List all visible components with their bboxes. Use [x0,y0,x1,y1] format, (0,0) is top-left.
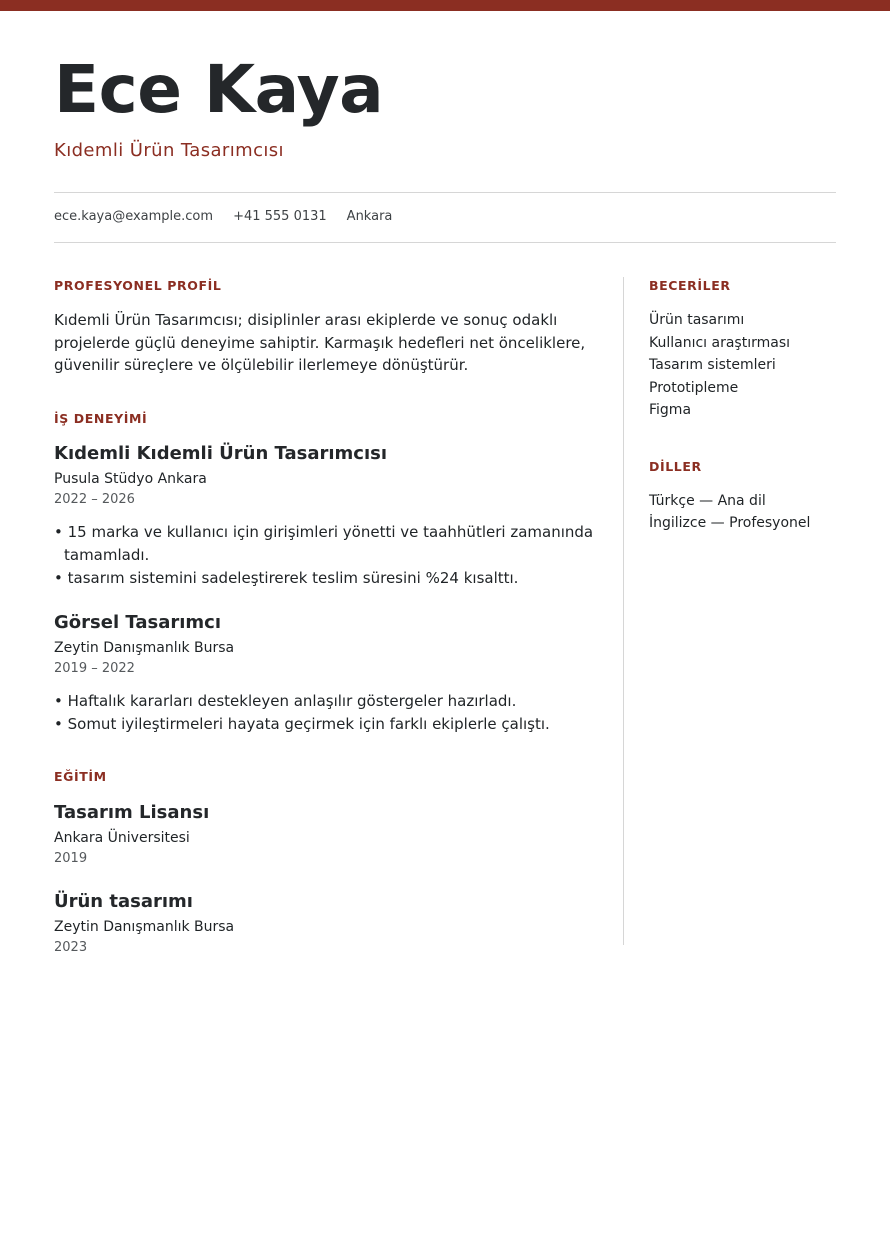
experience-item [54,611,594,736]
languages-section [649,458,849,535]
job-organization: Zeytin Danışmanlık Bursa [54,639,235,656]
languages-list [649,490,849,535]
skills-heading: BECERİLER [649,278,731,293]
main-column [54,277,594,957]
experience-section [54,410,594,736]
education-dates: 2019 [54,850,88,866]
contact-divider [54,242,836,243]
job-bullets [54,690,594,736]
language-item: İngilizce — Profesyonel [649,515,811,531]
job-bullets [54,521,594,590]
job-title: Görsel Tasarımcı [54,611,221,633]
job-dates: 2019 – 2022 [54,660,135,676]
degree-title: Tasarım Lisansı [54,801,210,823]
contact-phone[interactable]: +41 555 0131 [233,209,327,224]
skill-item: Figma [649,402,692,418]
education-item [54,890,594,957]
languages-heading: DİLLER [649,458,702,474]
profile-heading: PROFESYONEL PROFİL [54,278,222,293]
job-bullet: • Haftalık kararları destekleyen anlaşılır göstergeler hazırladı. [54,690,594,713]
education-item [54,801,594,868]
education-heading: EĞİTİM [54,768,107,784]
candidate-name: Ece Kaya [54,51,384,128]
contact-email[interactable]: ece.kaya@example.com [54,209,214,224]
degree-title: Ürün tasarımı [54,890,193,912]
profile-section [54,277,594,377]
job-organization: Pusula Stüdyo Ankara [54,470,207,487]
experience-heading: İŞ DENEYİMİ [54,410,148,426]
education-institution: Zeytin Danışmanlık Bursa [54,918,235,935]
resume-header [54,51,836,161]
job-bullet: • 15 marka ve kullanıcı için girişimleri yönetti ve taahhütleri zamanında tamamladı. [54,521,594,567]
job-dates: 2022 – 2026 [54,491,135,507]
education-dates: 2023 [54,939,88,955]
profile-text: Kıdemli Ürün Tasarımcısı; disiplinler arası ekiplerde ve sonuç odaklı projelerde güçlü deneyime sahiptir. Karmaşık hedefleri net önceliklere, güvenilir süreçlere ve ölçülebilir ilerlemeye dönüştürür. [54,311,586,374]
contact-info [54,209,392,224]
contact-city: Ankara [346,209,393,224]
candidate-title: Kıdemli Ürün Tasarımcısı [54,140,284,161]
skills-section [649,277,849,422]
sidebar-column [649,277,849,535]
header-divider [54,192,836,193]
skill-item: Ürün tasarımı [649,312,745,328]
top-accent-bar [0,0,890,11]
skill-item: Prototipleme [649,379,739,396]
job-bullet: • Somut iyileştirmeleri hayata geçirmek için farklı ekiplerle çalıştı. [54,713,594,736]
skill-item: Kullanıcı araştırması [649,334,791,351]
experience-item [54,442,594,590]
education-section [54,768,594,957]
job-title: Kıdemli Kıdemli Ürün Tasarımcısı [54,442,388,464]
language-item: Türkçe — Ana dil [649,492,766,509]
education-institution: Ankara Üniversitesi [54,829,190,846]
skill-item: Tasarım sistemleri [649,357,776,373]
skills-list [649,309,849,422]
job-bullet: • tasarım sistemini sadeleştirerek teslim süresini %24 kısalttı. [54,567,594,590]
column-divider [623,277,624,945]
